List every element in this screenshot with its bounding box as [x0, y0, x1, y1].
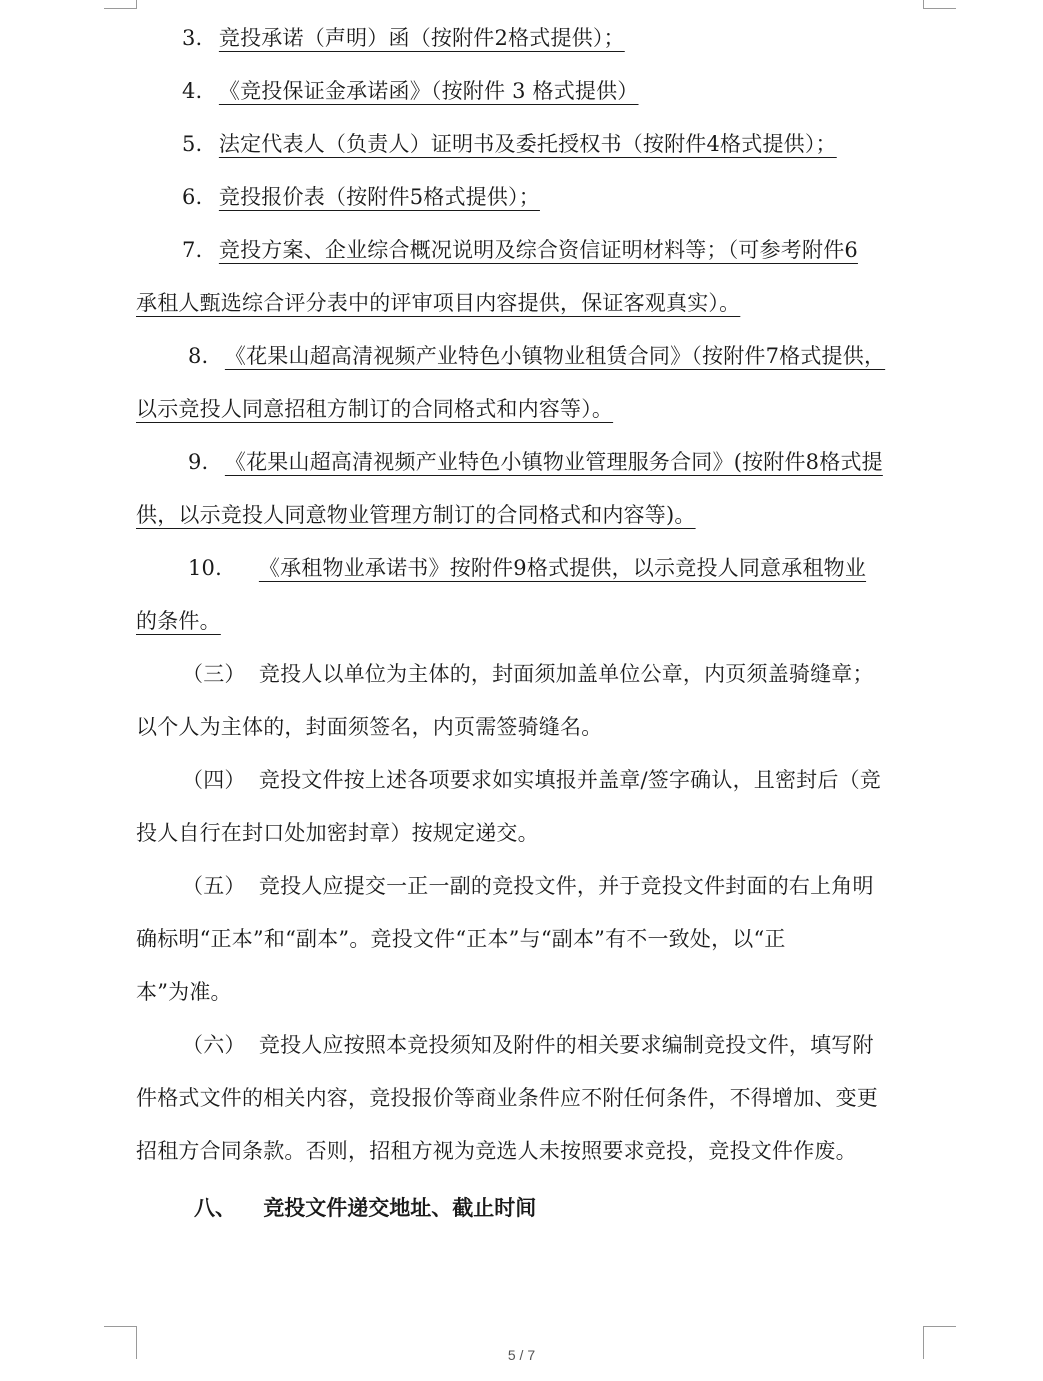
list-item-3 — [136, 12, 926, 65]
list-item-10-cont — [136, 595, 926, 648]
item-text: 竞投承诺（声明）函（按附件2格式提供）； — [218, 26, 625, 50]
paragraph-text: 竞投人应提交一正一副的竞投文件，并于竞投文件封面的右上角明 — [258, 874, 874, 898]
paragraph-text: 竞投文件按上述各项要求如实填报并盖章/签字确认，且密封后（竞 — [258, 768, 881, 792]
paragraph-number: （五） — [182, 874, 246, 898]
paragraph-number: （三） — [182, 662, 246, 686]
item-number: 3. — [182, 26, 203, 50]
page-corner-mark — [923, 0, 956, 9]
item-number: 5. — [182, 132, 203, 156]
paragraph-5 — [136, 860, 926, 913]
item-text: 的条件。 — [136, 609, 221, 633]
item-number: 6. — [182, 185, 203, 209]
section-heading — [136, 1178, 926, 1238]
document-body — [136, 12, 926, 1238]
item-number: 4. — [182, 79, 203, 103]
paragraph-3 — [136, 648, 926, 701]
paragraph-text: 竞投人应按照本竞投须知及附件的相关要求编制竞投文件，填写附 — [258, 1033, 874, 1057]
paragraph-3-cont — [136, 701, 926, 754]
paragraph-4 — [136, 754, 926, 807]
list-item-9-cont — [136, 489, 926, 542]
item-number: 9. — [188, 450, 209, 474]
paragraph-6 — [136, 1019, 926, 1072]
list-item-7 — [136, 224, 926, 277]
list-item-10 — [136, 542, 926, 595]
list-item-8 — [136, 330, 926, 383]
paragraph-text: 件格式文件的相关内容，竞投报价等商业条件应不附任何条件，不得增加、变更 — [136, 1086, 878, 1110]
item-number: 7. — [182, 238, 203, 262]
item-text: 《竞投保证金承诺函》（按附件 3 格式提供） — [218, 79, 639, 103]
item-number: 8. — [188, 344, 209, 368]
paragraph-6-cont — [136, 1125, 926, 1178]
paragraph-text: 投人自行在封口处加密封章）按规定递交。 — [136, 821, 539, 845]
paragraph-text: 以个人为主体的，封面须签名，内页需签骑缝名。 — [136, 715, 603, 739]
paragraph-4-cont — [136, 807, 926, 860]
paragraph-number: （四） — [182, 768, 246, 792]
item-text: 竞投方案、企业综合概况说明及综合资信证明材料等；（可参考附件6 — [218, 238, 858, 262]
list-item-4 — [136, 65, 926, 118]
item-text: 竞投报价表（按附件5格式提供）； — [218, 185, 540, 209]
item-text: 《花果山超高清视频产业特色小镇物业管理服务合同》(按附件8格式提 — [224, 450, 883, 474]
heading-text: 竞投文件递交地址、截止时间 — [263, 1196, 537, 1220]
item-text: 法定代表人（负责人）证明书及委托授权书（按附件4格式提供）； — [218, 132, 837, 156]
item-text: 供，以示竞投人同意物业管理方制订的合同格式和内容等)。 — [136, 503, 696, 527]
paragraph-5-cont — [136, 966, 926, 1019]
paragraph-text: 竞投人以单位为主体的，封面须加盖单位公章，内页须盖骑缝章； — [258, 662, 874, 686]
item-text: 《花果山超高清视频产业特色小镇物业租赁合同》（按附件7格式提供， — [224, 344, 886, 368]
page-number: 5 / 7 — [507, 1347, 536, 1363]
heading-number: 八、 — [194, 1196, 236, 1220]
list-item-6 — [136, 171, 926, 224]
paragraph-text: 本”为准。 — [136, 980, 232, 1004]
paragraph-number: （六） — [182, 1033, 246, 1057]
list-item-9 — [136, 436, 926, 489]
paragraph-text: 确标明“正本”和“副本”。竞投文件“正本”与“副本”有不一致处，以“正 — [136, 927, 786, 951]
paragraph-6-cont — [136, 1072, 926, 1125]
item-text: 以示竞投人同意招租方制订的合同格式和内容等）。 — [136, 397, 614, 421]
list-item-5 — [136, 118, 926, 171]
item-text: 《承租物业承诺书》按附件9格式提供，以示竞投人同意承租物业 — [258, 556, 867, 580]
paragraph-text: 招租方合同条款。否则，招租方视为竞选人未按照要求竞投，竞投文件作废。 — [136, 1139, 857, 1163]
list-item-8-cont — [136, 383, 926, 436]
list-item-7-cont — [136, 277, 926, 330]
paragraph-5-cont — [136, 913, 926, 966]
page-corner-mark — [104, 0, 137, 9]
item-number: 10. — [188, 556, 222, 580]
item-text: 承租人甄选综合评分表中的评审项目内容提供，保证客观真实）。 — [136, 291, 741, 315]
